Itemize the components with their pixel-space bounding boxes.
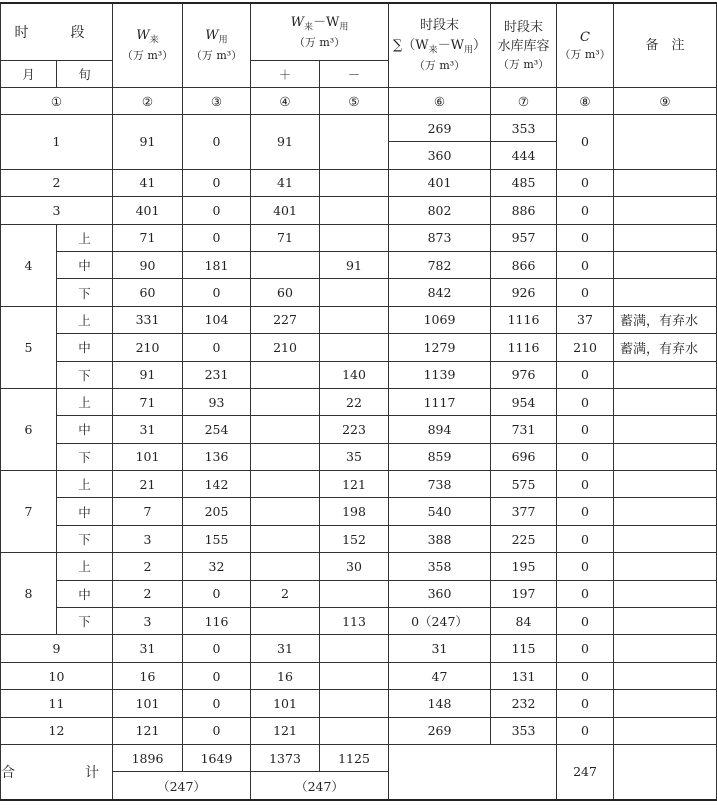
cell-cumulative: 859: [389, 443, 491, 470]
cell-minus: [320, 334, 389, 361]
cell-plus: 401: [251, 197, 320, 224]
cell-w-out: 136: [183, 443, 251, 470]
cell-note: [614, 525, 717, 552]
cell-spill: 0: [557, 169, 614, 196]
cell-note: [614, 717, 717, 744]
cell-w-in: 31: [113, 416, 183, 443]
col-num-2: ②: [113, 88, 183, 115]
cell-w-in: 41: [113, 169, 183, 196]
cell-w-out: 0: [183, 169, 251, 196]
cell-cumulative: 738: [389, 471, 491, 498]
cell-month: 8: [1, 553, 57, 635]
header-plus: ＋: [251, 61, 320, 88]
cell-xun: 下: [57, 361, 113, 388]
cell-xun: 中: [57, 416, 113, 443]
cell-w-in: 3: [113, 608, 183, 635]
cell-xun: 中: [57, 251, 113, 278]
cell-spill: 0: [557, 717, 614, 744]
cell-storage: 377: [491, 498, 557, 525]
header-diff: $W_来-W_用$ （万 m³）: [251, 3, 389, 61]
col-num-3: ③: [183, 88, 251, 115]
cell-minus: [320, 717, 389, 744]
cell-note: [614, 690, 717, 717]
cell-month: 10: [1, 662, 113, 689]
cell-storage: 866: [491, 251, 557, 278]
cell-spill: 0: [557, 498, 614, 525]
cell-plus: 210: [251, 334, 320, 361]
cell-spill: 0: [557, 388, 614, 415]
header-w-out: $W_用$ （万 m³）: [183, 3, 251, 88]
col-num-6: ⑥: [389, 88, 491, 115]
cell-spill: 0: [557, 416, 614, 443]
cell-xun: 上: [57, 553, 113, 580]
cell-minus: [320, 690, 389, 717]
table-row: [1, 251, 717, 278]
cell-note: [614, 279, 717, 306]
cell-cumulative: 360: [389, 142, 491, 169]
table-row: [1, 471, 717, 498]
cell-spill: 0: [557, 115, 614, 170]
cell-storage: 886: [491, 197, 557, 224]
cell-w-in: 91: [113, 361, 183, 388]
cell-w-out: 254: [183, 416, 251, 443]
cell-w-in: 71: [113, 388, 183, 415]
cell-month: 6: [1, 388, 57, 470]
cell-spill: 37: [557, 306, 614, 333]
cell-storage: 195: [491, 553, 557, 580]
col-num-5: ⑤: [320, 88, 389, 115]
total-w-in: 1896: [113, 744, 183, 771]
cell-w-out: 104: [183, 306, 251, 333]
cell-minus: [320, 197, 389, 224]
cell-plus: 41: [251, 169, 320, 196]
cell-month: 7: [1, 471, 57, 553]
cell-storage: 1116: [491, 334, 557, 361]
cell-note: [614, 169, 717, 196]
cell-storage: 954: [491, 388, 557, 415]
cell-storage: 444: [491, 142, 557, 169]
table-row: [1, 608, 717, 635]
cell-storage: 84: [491, 608, 557, 635]
cell-spill: 0: [557, 361, 614, 388]
cell-minus: 152: [320, 525, 389, 552]
total-plus: 1373: [251, 744, 320, 771]
cell-cumulative: 1117: [389, 388, 491, 415]
cell-xun: 中: [57, 334, 113, 361]
cell-month: 9: [1, 635, 113, 662]
cell-storage: 976: [491, 361, 557, 388]
cell-minus: 30: [320, 553, 389, 580]
total-minus: 1125: [320, 744, 389, 771]
cell-w-out: 32: [183, 553, 251, 580]
cell-note: 蓄满，有弃水: [614, 334, 717, 361]
cell-w-in: 31: [113, 635, 183, 662]
cell-note: [614, 443, 717, 470]
cell-minus: [320, 279, 389, 306]
cell-cumulative: 1069: [389, 306, 491, 333]
cell-plus: [251, 416, 320, 443]
cell-storage: 575: [491, 471, 557, 498]
cell-w-in: 331: [113, 306, 183, 333]
cell-minus: [320, 115, 389, 170]
cell-minus: [320, 580, 389, 607]
cell-cumulative: 802: [389, 197, 491, 224]
header-remark: 备 注: [614, 3, 717, 88]
cell-storage: 485: [491, 169, 557, 196]
cell-w-out: 93: [183, 388, 251, 415]
table-row: [1, 443, 717, 470]
cell-note: [614, 662, 717, 689]
table-row: [1, 416, 717, 443]
cell-w-in: 90: [113, 251, 183, 278]
cell-note: [614, 251, 717, 278]
total-row: [1, 744, 717, 771]
header-period: 时 段: [1, 3, 113, 61]
col-num-8: ⑧: [557, 88, 614, 115]
cell-month: 3: [1, 197, 113, 224]
cell-cumulative: 148: [389, 690, 491, 717]
cell-xun: 下: [57, 443, 113, 470]
cell-note: [614, 580, 717, 607]
total-w-out: 1649: [183, 744, 251, 771]
table-row: [1, 279, 717, 306]
cell-note: [614, 553, 717, 580]
table-row: [1, 306, 717, 333]
header-storage: 时段末 水库库容 （万 m³）: [491, 3, 557, 88]
cell-cumulative: 873: [389, 224, 491, 251]
cell-w-out: 0: [183, 717, 251, 744]
regulation-table: [0, 2, 717, 801]
col-num-7: ⑦: [491, 88, 557, 115]
cell-spill: 0: [557, 197, 614, 224]
cell-w-in: 71: [113, 224, 183, 251]
cell-plus: [251, 388, 320, 415]
cell-spill: 0: [557, 443, 614, 470]
cell-cumulative: 0（247）: [389, 608, 491, 635]
cell-month: 1: [1, 115, 113, 170]
total-diff-in-out: （247）: [113, 772, 251, 800]
table-row: [1, 553, 717, 580]
table-row: [1, 635, 717, 662]
cell-plus: 2: [251, 580, 320, 607]
cell-month: 11: [1, 690, 113, 717]
cell-month: 4: [1, 224, 57, 306]
table-row: [1, 580, 717, 607]
cell-plus: 31: [251, 635, 320, 662]
cell-minus: 121: [320, 471, 389, 498]
table-row: [1, 115, 717, 142]
cell-w-out: 116: [183, 608, 251, 635]
cell-storage: 115: [491, 635, 557, 662]
cell-spill: 0: [557, 662, 614, 689]
cell-plus: 60: [251, 279, 320, 306]
cell-w-in: 2: [113, 553, 183, 580]
cell-cumulative: 894: [389, 416, 491, 443]
cell-plus: 91: [251, 115, 320, 170]
cell-w-out: 155: [183, 525, 251, 552]
cell-w-in: 60: [113, 279, 183, 306]
cell-cumulative: 31: [389, 635, 491, 662]
cell-xun: 中: [57, 498, 113, 525]
cell-plus: [251, 553, 320, 580]
cell-w-in: 21: [113, 471, 183, 498]
cell-spill: 0: [557, 580, 614, 607]
cell-w-out: 205: [183, 498, 251, 525]
cell-w-in: 3: [113, 525, 183, 552]
cell-w-in: 210: [113, 334, 183, 361]
cell-storage: 353: [491, 115, 557, 142]
cell-spill: 0: [557, 251, 614, 278]
header-month: 月: [1, 61, 57, 88]
table-row: [1, 662, 717, 689]
cell-note: 蓄满，有弃水: [614, 306, 717, 333]
header-minus: －: [320, 61, 389, 88]
cell-note: [614, 388, 717, 415]
cell-plus: 227: [251, 306, 320, 333]
cell-minus: 113: [320, 608, 389, 635]
col-num-4: ④: [251, 88, 320, 115]
cell-minus: [320, 306, 389, 333]
table-row: [1, 197, 717, 224]
col-num-9: ⑨: [614, 88, 717, 115]
cell-storage: 731: [491, 416, 557, 443]
cell-w-out: 0: [183, 279, 251, 306]
table-row: [1, 498, 717, 525]
cell-note: [614, 224, 717, 251]
cell-minus: [320, 224, 389, 251]
cell-spill: 0: [557, 553, 614, 580]
cell-note: [614, 635, 717, 662]
cell-xun: 上: [57, 388, 113, 415]
cell-w-out: 181: [183, 251, 251, 278]
cell-spill: 210: [557, 334, 614, 361]
cell-w-out: 231: [183, 361, 251, 388]
cell-storage: 197: [491, 580, 557, 607]
cell-plus: [251, 251, 320, 278]
cell-w-in: 101: [113, 443, 183, 470]
cell-plus: 101: [251, 690, 320, 717]
cell-note: [614, 115, 717, 170]
cell-plus: [251, 471, 320, 498]
cell-month: 2: [1, 169, 113, 196]
cell-cumulative: 401: [389, 169, 491, 196]
cell-w-out: 142: [183, 471, 251, 498]
cell-storage: 232: [491, 690, 557, 717]
table-row: [1, 525, 717, 552]
cell-cumulative: 388: [389, 525, 491, 552]
cell-storage: 1116: [491, 306, 557, 333]
cell-minus: 223: [320, 416, 389, 443]
cell-w-out: 0: [183, 662, 251, 689]
cell-w-out: 0: [183, 197, 251, 224]
cell-w-out: 0: [183, 334, 251, 361]
cell-spill: 0: [557, 471, 614, 498]
cell-plus: [251, 608, 320, 635]
cell-w-out: 0: [183, 224, 251, 251]
cell-minus: [320, 635, 389, 662]
cell-note: [614, 471, 717, 498]
cell-plus: 16: [251, 662, 320, 689]
cell-xun: 下: [57, 279, 113, 306]
cell-note: [614, 197, 717, 224]
cell-minus: [320, 662, 389, 689]
cell-w-out: 0: [183, 115, 251, 170]
total-label: 合 计: [1, 744, 113, 799]
cell-cumulative: 269: [389, 717, 491, 744]
table-row: [1, 361, 717, 388]
cell-note: [614, 416, 717, 443]
cell-minus: 198: [320, 498, 389, 525]
table-row: [1, 388, 717, 415]
cell-cumulative: 842: [389, 279, 491, 306]
cell-cumulative: 358: [389, 553, 491, 580]
cell-minus: 91: [320, 251, 389, 278]
cell-w-in: 16: [113, 662, 183, 689]
cell-spill: 0: [557, 690, 614, 717]
cell-minus: 140: [320, 361, 389, 388]
cell-w-out: 0: [183, 580, 251, 607]
cell-w-out: 0: [183, 635, 251, 662]
cell-w-in: 121: [113, 717, 183, 744]
cell-minus: [320, 169, 389, 196]
cell-plus: [251, 361, 320, 388]
col-num-1: ①: [1, 88, 113, 115]
cell-plus: [251, 443, 320, 470]
cell-xun: 上: [57, 306, 113, 333]
cell-cumulative: 540: [389, 498, 491, 525]
cell-w-in: 2: [113, 580, 183, 607]
cell-cumulative: 360: [389, 580, 491, 607]
cell-minus: 22: [320, 388, 389, 415]
cell-w-out: 0: [183, 690, 251, 717]
cell-spill: 0: [557, 279, 614, 306]
cell-minus: 35: [320, 443, 389, 470]
cell-month: 12: [1, 717, 113, 744]
cell-w-in: 7: [113, 498, 183, 525]
table-row: [1, 169, 717, 196]
cell-cumulative: 1279: [389, 334, 491, 361]
cell-xun: 中: [57, 580, 113, 607]
cell-plus: [251, 525, 320, 552]
cell-w-in: 91: [113, 115, 183, 170]
cell-month: 5: [1, 306, 57, 388]
cell-xun: 上: [57, 224, 113, 251]
cell-storage: 353: [491, 717, 557, 744]
header-cumulative: 时段末 $\sum(W_来-W_用)$ （万 m³）: [389, 3, 491, 88]
header-xun: 旬: [57, 61, 113, 88]
cell-note: [614, 608, 717, 635]
cell-plus: 71: [251, 224, 320, 251]
cell-spill: 0: [557, 224, 614, 251]
cell-w-in: 101: [113, 690, 183, 717]
cell-storage: 696: [491, 443, 557, 470]
total-spill: 247: [557, 744, 614, 799]
cell-w-in: 401: [113, 197, 183, 224]
cell-storage: 926: [491, 279, 557, 306]
cell-storage: 131: [491, 662, 557, 689]
table-row: [1, 224, 717, 251]
cell-note: [614, 361, 717, 388]
header-w-in: $W_来$ （万 m³）: [113, 3, 183, 88]
cell-cumulative: 782: [389, 251, 491, 278]
cell-storage: 957: [491, 224, 557, 251]
total-note: [614, 744, 717, 799]
cell-plus: 121: [251, 717, 320, 744]
cell-storage: 225: [491, 525, 557, 552]
cell-spill: 0: [557, 525, 614, 552]
table-row: [1, 690, 717, 717]
cell-xun: 上: [57, 471, 113, 498]
total-diff-plus-minus: （247）: [251, 772, 389, 800]
cell-plus: [251, 498, 320, 525]
total-empty: [389, 744, 557, 799]
header-spill: C （万 m³）: [557, 3, 614, 88]
cell-spill: 0: [557, 608, 614, 635]
cell-spill: 0: [557, 635, 614, 662]
cell-xun: 下: [57, 525, 113, 552]
cell-note: [614, 498, 717, 525]
table-row: [1, 334, 717, 361]
cell-cumulative: 269: [389, 115, 491, 142]
cell-cumulative: 47: [389, 662, 491, 689]
cell-xun: 下: [57, 608, 113, 635]
cell-cumulative: 1139: [389, 361, 491, 388]
table-row: [1, 717, 717, 744]
